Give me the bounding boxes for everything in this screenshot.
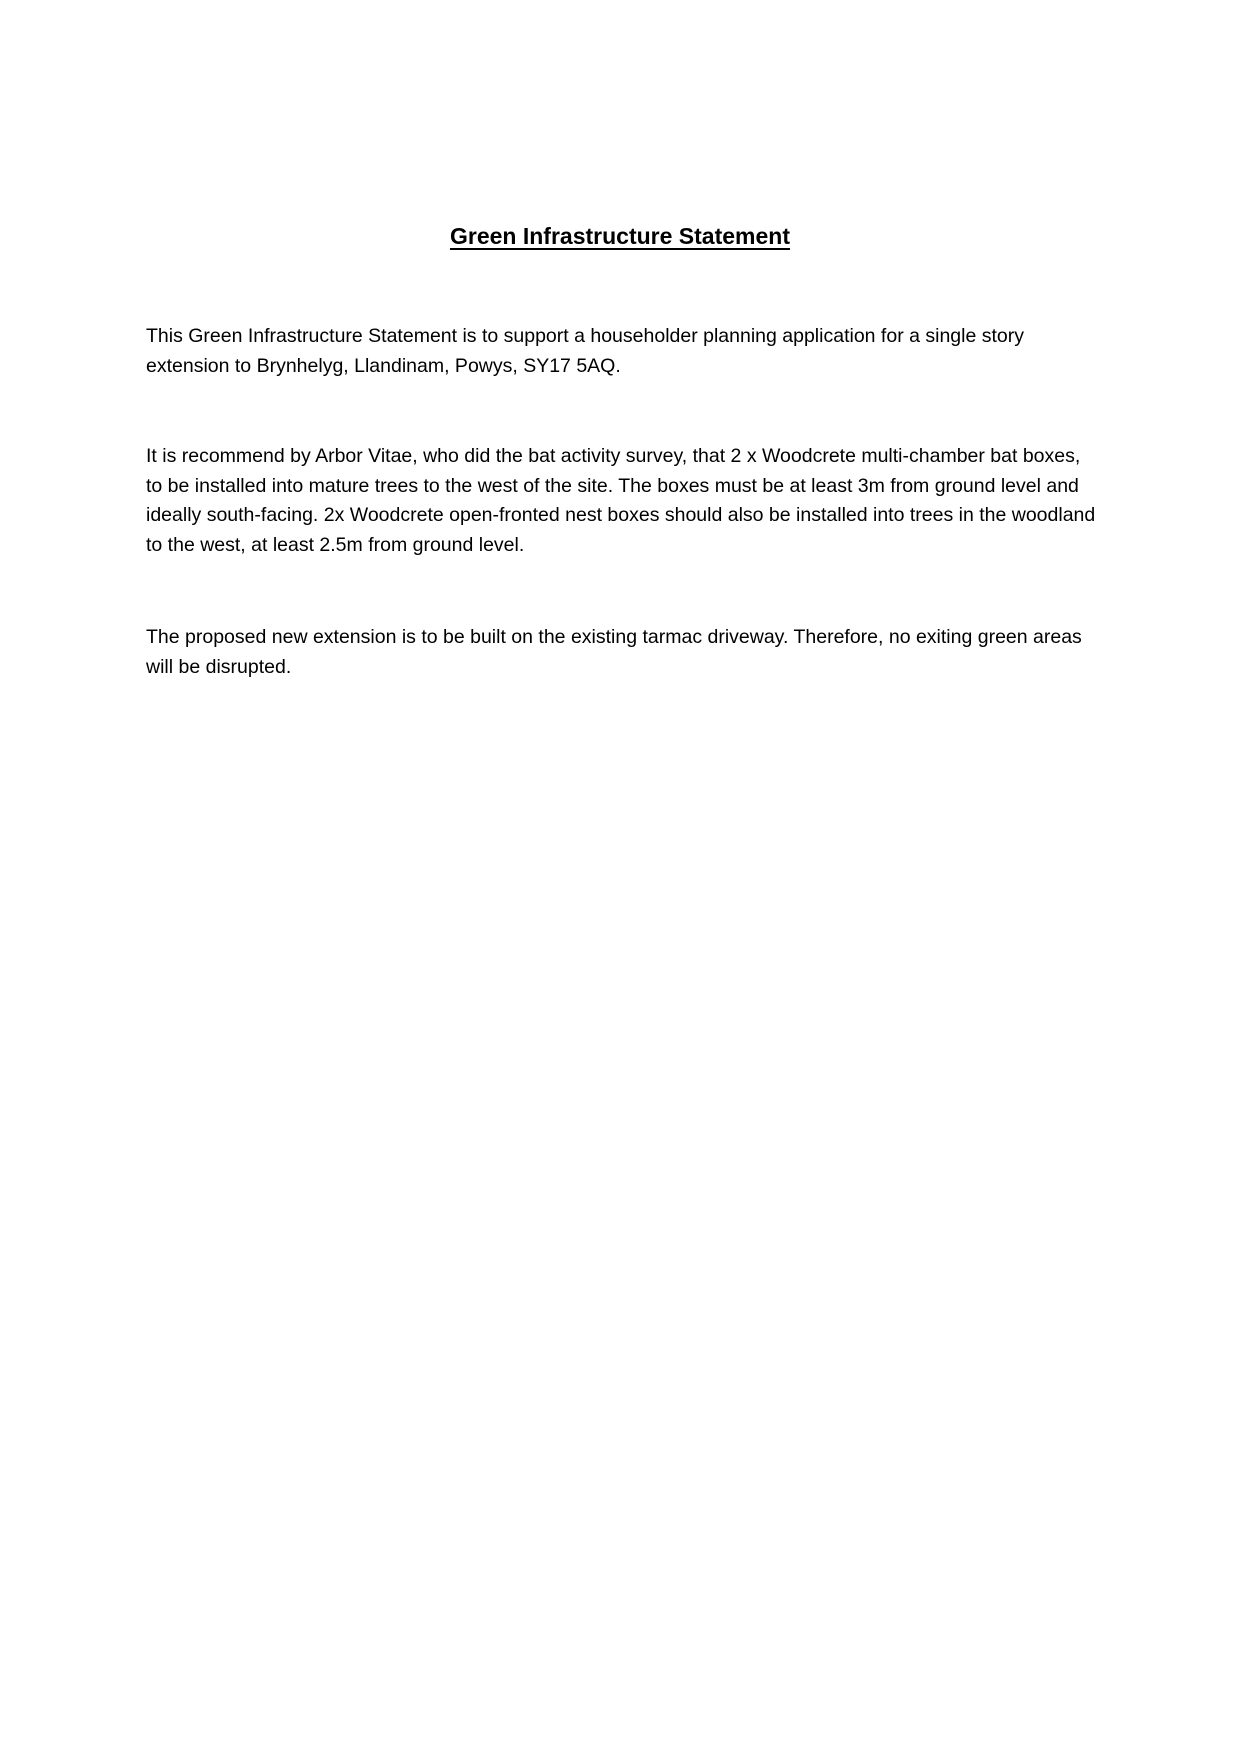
paragraph-application-purpose: This Green Infrastructure Statement is to support a householder planning application for a single story extension to Brynhelyg, Llandinam, Powys, SY17 5AQ. <box>146 325 1024 377</box>
document-title: Green Infrastructure Statement <box>450 223 790 249</box>
paragraph-bat-box-recommendation: It is recommend by Arbor Vitae, who did the bat activity survey, that 2 x Woodcrete multi-chamber bat boxes, to be installed into mature trees to the west of the site. The boxes must be at least 3m from ground level and ideally south-facing. 2x Woodcrete open-fronted nest boxes should also be installed into trees in the woodland to the west, at least 2.5m from ground level. <box>146 445 1096 556</box>
paragraph-extension-location: The proposed new extension is to be built on the existing tarmac driveway. Therefore, no exiting green areas will be disrupted. <box>146 626 1082 678</box>
